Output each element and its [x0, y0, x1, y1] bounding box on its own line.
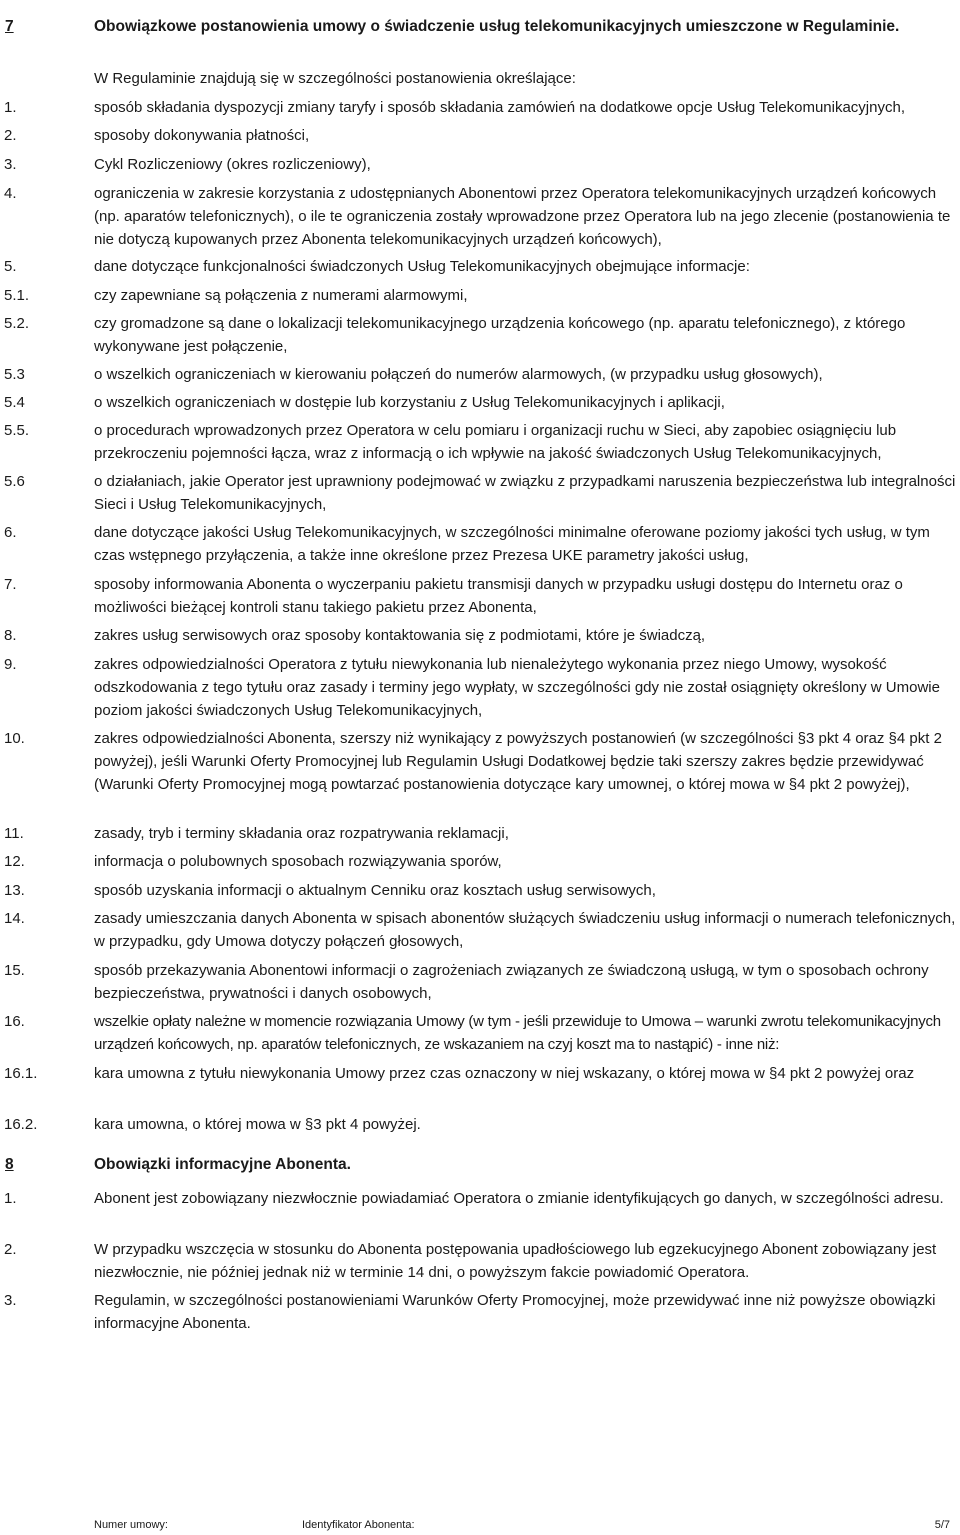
item-number: 8. — [4, 627, 17, 644]
item-number: 2. — [4, 127, 17, 144]
item-text: ograniczenia w zakresie korzystania z udostępnianych Abonentowi przez Operatora telekomunikacyjnych urządzeń końcowych (np. aparatów telefonicznych), o ile te ograniczenia zostały wprowadzone przez Operatora lub na jego zlecenie (postanowienia te nie dotyczą kupowanych przez Abonenta telekomunikacyjnych urządzeń końcowych), — [94, 185, 951, 248]
item-number: 16. — [4, 1013, 25, 1030]
section-number: 7 — [5, 18, 14, 35]
item-text: o działaniach, jakie Operator jest uprawniony podejmować w związku z przypadkami naruszenia bezpieczeństwa lub integralności Sieci i Usług Telekomunikacyjnych, — [94, 473, 956, 513]
item-number: 5.5. — [4, 422, 30, 439]
item-text: sposoby dokonywania płatności, — [94, 127, 310, 144]
item-text: czy gromadzone są dane o lokalizacji telekomunikacyjnego urządzenia końcowego (np. aparatu telefonicznego), z którego wykonywane jest połączenie, — [94, 315, 906, 355]
item-text: dane dotyczące funkcjonalności świadczonych Usług Telekomunikacyjnych obejmujące informacje: — [94, 258, 750, 275]
item-text: sposoby informowania Abonenta o wyczerpaniu pakietu transmisji danych w przypadku usługi dostępu do Internetu oraz o możliwości bieżącej kontroli stanu takiego pakietu przez Abonenta, — [94, 576, 903, 616]
item-text: W przypadku wszczęcia w stosunku do Abonenta postępowania upadłościowego lub egzekucyjnego Abonent zobowiązany jest niezwłocznie, nie później jednak niż w terminie 14 dni, o powyższym fakcie powiadomić Operatora. — [94, 1241, 937, 1281]
section-title: Obowiązkowe postanowienia umowy o świadczenie usług telekomunikacyjnych umieszczone w Regulaminie. — [94, 18, 900, 35]
item-text: dane dotyczące jakości Usług Telekomunikacyjnych, w szczególności minimalne oferowane poziomy jakości tych usług, w tym czas wstępnego przyłączenia, a także inne określone przez Prezesa UKE parametry jakości usług, — [94, 524, 930, 564]
item-number: 5.3 — [4, 366, 25, 383]
item-number: 2. — [4, 1241, 17, 1258]
item-number: 7. — [4, 576, 17, 593]
item-text: o wszelkich ograniczeniach w dostępie lub korzystaniu z Usług Telekomunikacyjnych i aplikacji, — [94, 394, 725, 411]
item-number: 5.1. — [4, 287, 30, 304]
item-text: zakres usług serwisowych oraz sposoby kontaktowania się z podmiotami, które je świadczą, — [94, 627, 706, 644]
item-number: 5.2. — [4, 315, 30, 332]
item-number: 5. — [4, 258, 17, 275]
item-number: 11. — [4, 825, 24, 842]
item-number: 4. — [4, 185, 17, 202]
item-text: Abonent jest zobowiązany niezwłocznie powiadamiać Operatora o zmianie identyfikujących go danych, w szczególności adresu. — [94, 1190, 944, 1207]
section-title: Obowiązki informacyjne Abonenta. — [94, 1156, 351, 1173]
item-number: 10. — [4, 730, 25, 747]
item-number: 5.6 — [4, 473, 25, 490]
subscriber-id-label: Identyfikator Abonenta: — [302, 1519, 415, 1531]
item-number: 9. — [4, 656, 17, 673]
item-text: sposób uzyskania informacji o aktualnym Cenniku oraz kosztach usług serwisowych, — [94, 882, 656, 899]
item-number: 14. — [4, 910, 25, 927]
item-number: 12. — [4, 853, 25, 870]
item-text: Regulamin, w szczególności postanowieniami Warunków Oferty Promocyjnej, może przewidywać inne niż powyższe obowiązki informacyjne Abonenta. — [94, 1292, 936, 1332]
item-number: 6. — [4, 524, 17, 541]
item-number: 3. — [4, 1292, 17, 1309]
item-text: zakres odpowiedzialności Operatora z tytułu niewykonania lub nienależytego wykonania przez niego Umowy, wysokość odszkodowania z tego tytułu oraz zasady i terminy jego wypłaty, w szczególności gdy nie został osiągnięty określony w Umowie poziom jakości świadczonych Usług Telekomunikacyjnych, — [94, 656, 940, 719]
item-text: wszelkie opłaty należne w momencie rozwiązania Umowy (w tym - jeśli przewiduje to Umowa – warunki zwrotu telekomunikacyjnych urządzeń końcowych, np. aparatów telefonicznych, ze wskazaniem na czyj koszt ma to nastąpić) - inne niż: — [94, 1013, 941, 1053]
item-text: sposób przekazywania Abonentowi informacji o zagrożeniach związanych ze świadczoną usługą, w tym o sposobach ochrony bezpieczeństwa, prywatności i danych osobowych, — [94, 962, 929, 1002]
item-number: 1. — [4, 99, 17, 116]
item-text: czy zapewniane są połączenia z numerami alarmowymi, — [94, 287, 468, 304]
item-text: zasady umieszczania danych Abonenta w spisach abonentów służących świadczeniu usług informacji o numerach telefonicznych, w przypadku, gdy Umowa dotyczy połączeń głosowych, — [94, 910, 956, 950]
item-text: zasady, tryb i terminy składania oraz rozpatrywania reklamacji, — [94, 825, 509, 842]
item-text: o procedurach wprowadzonych przez Operatora w celu pomiaru i organizacji ruchu w Sieci, aby zapobiec osiągnięciu lub przekroczeniu pojemności łącza, wraz z informacją o ich wpływie na jakość świadczonych Usług Telekomunikacyjnych, — [94, 422, 897, 462]
item-text: informacja o polubownych sposobach rozwiązywania sporów, — [94, 853, 502, 870]
section-intro: W Regulaminie znajdują się w szczególności postanowienia określające: — [94, 70, 576, 87]
item-text: o wszelkich ograniczeniach w kierowaniu połączeń do numerów alarmowych, (w przypadku usług głosowych), — [94, 366, 823, 383]
item-text: Cykl Rozliczeniowy (okres rozliczeniowy), — [94, 156, 371, 173]
item-text: sposób składania dyspozycji zmiany taryfy i sposób składania zamówień na dodatkowe opcje Usług Telekomunikacyjnych, — [94, 99, 905, 116]
item-number: 1. — [4, 1190, 17, 1207]
item-number: 5.4 — [4, 394, 25, 411]
item-number: 16.2. — [4, 1116, 38, 1133]
item-text: kara umowna z tytułu niewykonania Umowy przez czas oznaczony w niej wskazany, o której mowa w §4 pkt 2 powyżej oraz — [94, 1065, 915, 1082]
section-number: 8 — [5, 1156, 14, 1173]
page-footer — [0, 1519, 960, 1535]
item-number: 3. — [4, 156, 17, 173]
item-number: 13. — [4, 882, 25, 899]
contract-number-label: Numer umowy: — [94, 1519, 168, 1531]
item-number: 15. — [4, 962, 25, 979]
page-number: 5/7 — [934, 1519, 950, 1531]
item-text: kara umowna, o której mowa w §3 pkt 4 powyżej. — [94, 1116, 421, 1133]
item-text: zakres odpowiedzialności Abonenta, szerszy niż wynikający z powyższych postanowień (w szczególności §3 pkt 4 oraz §4 pkt 2 powyżej), jeśli Warunki Oferty Promocyjnej lub Regulamin Usługi Dodatkowej będzie taki szerszy zakres będzie przewidywać (Warunki Oferty Promocyjnej mogą powtarzać postanowienia dotyczące kary umownej, o której mowa w §4 pkt 2 powyżej), — [94, 730, 942, 793]
item-number: 16.1. — [4, 1065, 38, 1082]
